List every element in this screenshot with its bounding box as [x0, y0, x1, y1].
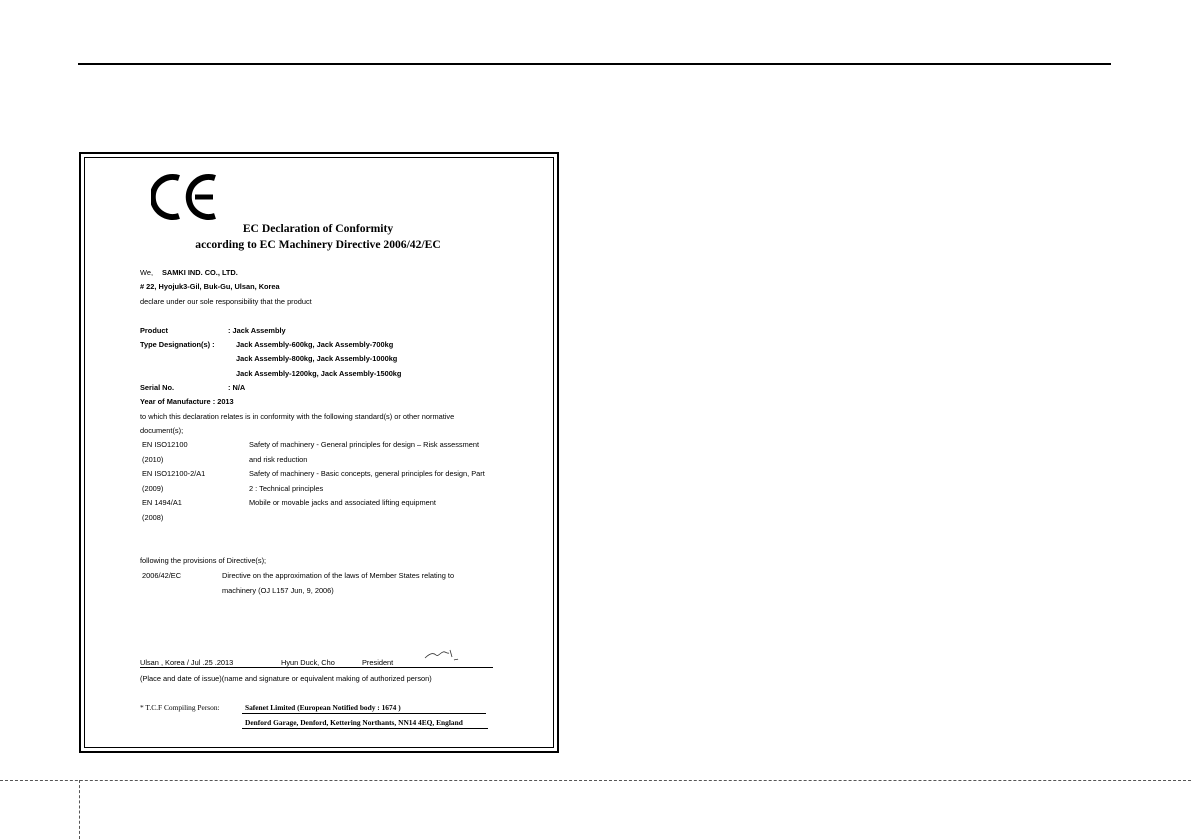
type-value: Jack Assembly-800kg, Jack Assembly-1000kg	[236, 354, 398, 363]
type-value: Jack Assembly-600kg, Jack Assembly-700kg	[236, 340, 394, 349]
serial-label: Serial No.	[140, 383, 175, 392]
tcf-name-underline	[242, 713, 486, 714]
document-subtitle: according to EC Machinery Directive 2006/42/EC	[195, 238, 441, 251]
tcf-name: Safenet Limited (European Notified body : 1674 )	[245, 703, 401, 712]
ce-mark-logo	[151, 172, 221, 222]
signature-line	[140, 667, 493, 668]
type-value: Jack Assembly-1200kg, Jack Assembly-1500kg	[236, 369, 402, 378]
standard-desc-cont: and risk reduction	[249, 455, 308, 464]
crop-line-vertical	[79, 780, 80, 839]
company-address: # 22, Hyojuk3-Gil, Buk-Gu, Ulsan, Korea	[140, 282, 280, 291]
directive-desc-cont: machinery (OJ L157 Jun, 9, 2006)	[222, 586, 334, 595]
standard-desc: Safety of machinery - General principles for design – Risk assessment	[249, 440, 480, 449]
place-caption: (Place and date of issue)(name and signature or equivalent making of authorized person)	[140, 674, 432, 683]
header-rule	[78, 63, 1111, 65]
signer-name: Hyun Duck, Cho	[281, 658, 335, 667]
place-date: Ulsan , Korea / Jul .25 .2013	[140, 658, 234, 667]
standard-desc: Mobile or movable jacks and associated lifting equipment	[249, 498, 436, 507]
tcf-address-underline	[242, 728, 488, 729]
conformity-text: to which this declaration relates is in conformity with the following standard(s) or other normative	[140, 412, 455, 421]
standard-desc-cont: 2 : Technical principles	[249, 484, 324, 493]
declaration-document	[79, 152, 559, 753]
standard-code: EN ISO12100	[142, 440, 188, 449]
document-title: EC Declaration of Conformity	[242, 222, 394, 235]
document-inner-border	[84, 157, 554, 748]
standard-code: EN 1494/A1	[142, 498, 182, 507]
tcf-label: * T.C.F Compiling Person:	[140, 703, 220, 712]
standard-desc: Safety of machinery - Basic concepts, general principles for design, Part	[249, 469, 485, 478]
provisions-text: following the provisions of Directive(s);	[140, 556, 267, 565]
serial-value: : N/A	[228, 383, 246, 392]
company-name: SAMKI IND. CO., LTD.	[162, 268, 238, 277]
standard-year: (2008)	[142, 513, 164, 522]
product-label: Product	[140, 326, 168, 335]
directive-desc: Directive on the approximation of the laws of Member States relating to	[222, 571, 455, 580]
directive-code: 2006/42/EC	[142, 571, 182, 580]
year-of-manufacture: Year of Manufacture : 2013	[140, 397, 234, 406]
signer-position: President	[362, 658, 394, 667]
declare-text: declare under our sole responsibility that the product	[140, 297, 312, 306]
crop-line-horizontal	[0, 780, 1191, 781]
type-label: Type Designation(s) :	[140, 340, 215, 349]
standard-year: (2010)	[142, 455, 164, 464]
product-value: : Jack Assembly	[228, 326, 286, 335]
conformity-text-cont: document(s);	[140, 426, 184, 435]
tcf-address: Denford Garage, Denford, Kettering Northants, NN14 4EQ, England	[245, 718, 463, 727]
standard-year: (2009)	[142, 484, 164, 493]
standard-code: EN ISO12100-2/A1	[142, 469, 206, 478]
signature-image	[423, 648, 459, 662]
we-label: We,	[140, 268, 154, 277]
